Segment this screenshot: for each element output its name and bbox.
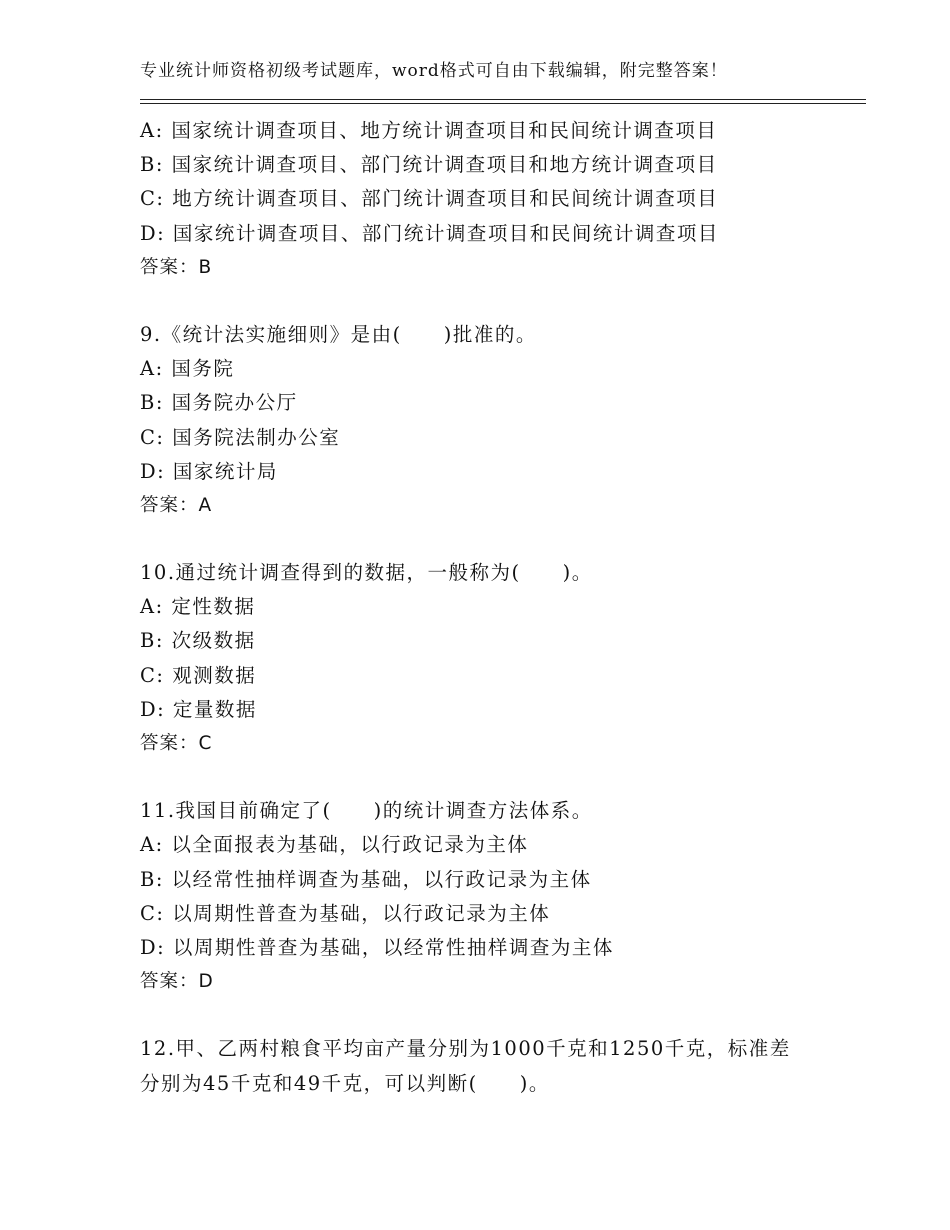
question-spacer — [140, 285, 840, 318]
question-11 — [140, 794, 840, 999]
question-content — [140, 114, 840, 1101]
option-b: B: 以经常性抽样调查为基础，以行政记录为主体 — [140, 867, 592, 891]
answer-label: 答案：A — [140, 494, 213, 516]
option-d: D: 定量数据 — [140, 697, 257, 721]
option-a: A: 国家统计调查项目、地方统计调查项目和民间统计调查项目 — [140, 119, 718, 142]
question-spacer — [140, 523, 840, 556]
question-stem: 10.通过统计调查得到的数据，一般称为( )。 — [140, 561, 593, 585]
question-stem-line-2: 分别为45千克和49千克，可以判断( )。 — [140, 1071, 550, 1095]
option-d: D: 国家统计局 — [140, 459, 278, 483]
option-c: C: 以周期性普查为基础，以行政记录为主体 — [140, 901, 551, 925]
answer-label: 答案：B — [140, 256, 213, 278]
question-spacer — [140, 999, 840, 1032]
question-8-partial — [140, 114, 840, 285]
option-c: C: 观测数据 — [140, 663, 257, 687]
header-rule-top — [140, 99, 866, 100]
option-c: C: 国务院法制办公室 — [140, 425, 341, 449]
option-b: B: 国家统计调查项目、部门统计调查项目和地方统计调查项目 — [140, 153, 718, 177]
option-b: B: 次级数据 — [140, 629, 256, 653]
option-d: D: 国家统计调查项目、部门统计调查项目和民间统计调查项目 — [140, 221, 719, 245]
option-c: C: 地方统计调查项目、部门统计调查项目和民间统计调查项目 — [140, 187, 719, 211]
question-10 — [140, 556, 840, 761]
option-a: A: 国务院 — [140, 357, 235, 381]
question-spacer — [140, 761, 840, 794]
question-stem-line-1: 12.甲、乙两村粮食平均亩产量分别为1000千克和1250千克，标准差 — [140, 1037, 791, 1061]
answer-label: 答案：C — [140, 733, 213, 754]
question-stem: 9.《统计法实施细则》是由( )批准的。 — [140, 322, 537, 346]
header-rule-bottom — [140, 103, 866, 104]
page-header: 专业统计师资格初级考试题库，word格式可自由下载编辑，附完整答案！ — [140, 61, 728, 81]
option-a: A: 以全面报表为基础，以行政记录为主体 — [140, 833, 529, 857]
question-stem: 11.我国目前确定了( )的统计调查方法体系。 — [140, 799, 593, 823]
answer-label: 答案：D — [140, 971, 214, 993]
option-a: A: 定性数据 — [140, 595, 256, 619]
question-9 — [140, 318, 840, 523]
option-d: D: 以周期性普查为基础，以经常性抽样调查为主体 — [140, 935, 614, 959]
option-b: B: 国务院办公厅 — [140, 391, 298, 415]
question-12 — [140, 1032, 840, 1100]
